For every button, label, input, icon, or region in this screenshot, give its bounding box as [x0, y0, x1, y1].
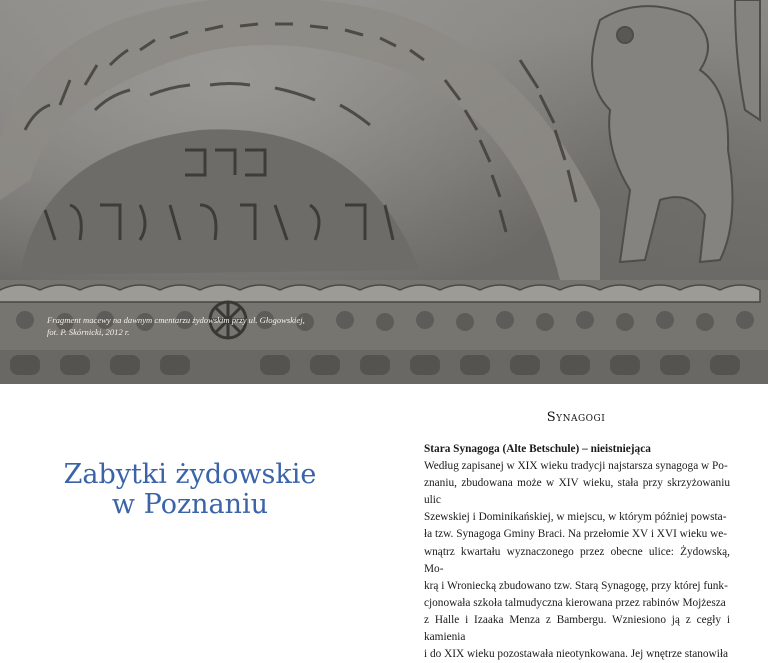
article-subheading: Stara Synagoga (Alte Betschule) – nieistniejąca — [424, 443, 651, 455]
photo-caption — [47, 314, 347, 338]
article-line: Według zapisanej w XIX wieku tradycji najstarsza synagoga w Po- — [424, 460, 728, 473]
section-heading: Synagogi — [546, 410, 606, 425]
article-line: krą i Wroniecką zbudowano tzw. Starą Synagogę, przy której funk- — [424, 579, 728, 592]
article-line: znaniu, zbudowana może w XIV wieku, stała przy skrzyżowaniu ulic — [424, 477, 730, 507]
article-line: ła tzw. Synagoga Gminy Braci. Na przełomie XV i XVI wieku we- — [424, 528, 728, 541]
page-title-line1: Zabytki żydowskie — [63, 459, 317, 490]
article-line: wnątrz kwartału wyznaczonego przez obecne ulice: Żydowską, Mo- — [424, 545, 730, 575]
page-title-line2: w Poznaniu — [111, 489, 269, 520]
photo-caption-line2: fot. P. Skórnicki, 2012 r. — [47, 327, 130, 337]
photo-caption-line1: Fragment macewy na dawnym cmentarzu żydowskim przy ul. Głogowskiej, — [47, 315, 305, 325]
article-line: i do XIX wieku pozostawała nieotynkowana. Jej wnętrze stanowiła — [424, 648, 728, 661]
article-line: Szewskiej i Dominikańskiej, w miejscu, w którym później powsta- — [424, 511, 727, 524]
page-title — [40, 460, 340, 520]
article-line: z Halle i Izaaka Menza z Bambergu. Wzniesiono ją z cegły i kamienia — [424, 613, 730, 644]
article-line: cjonowała szkoła talmudyczna kierowana przez rabinów Mojżesza — [424, 596, 726, 609]
article-body — [424, 441, 730, 663]
